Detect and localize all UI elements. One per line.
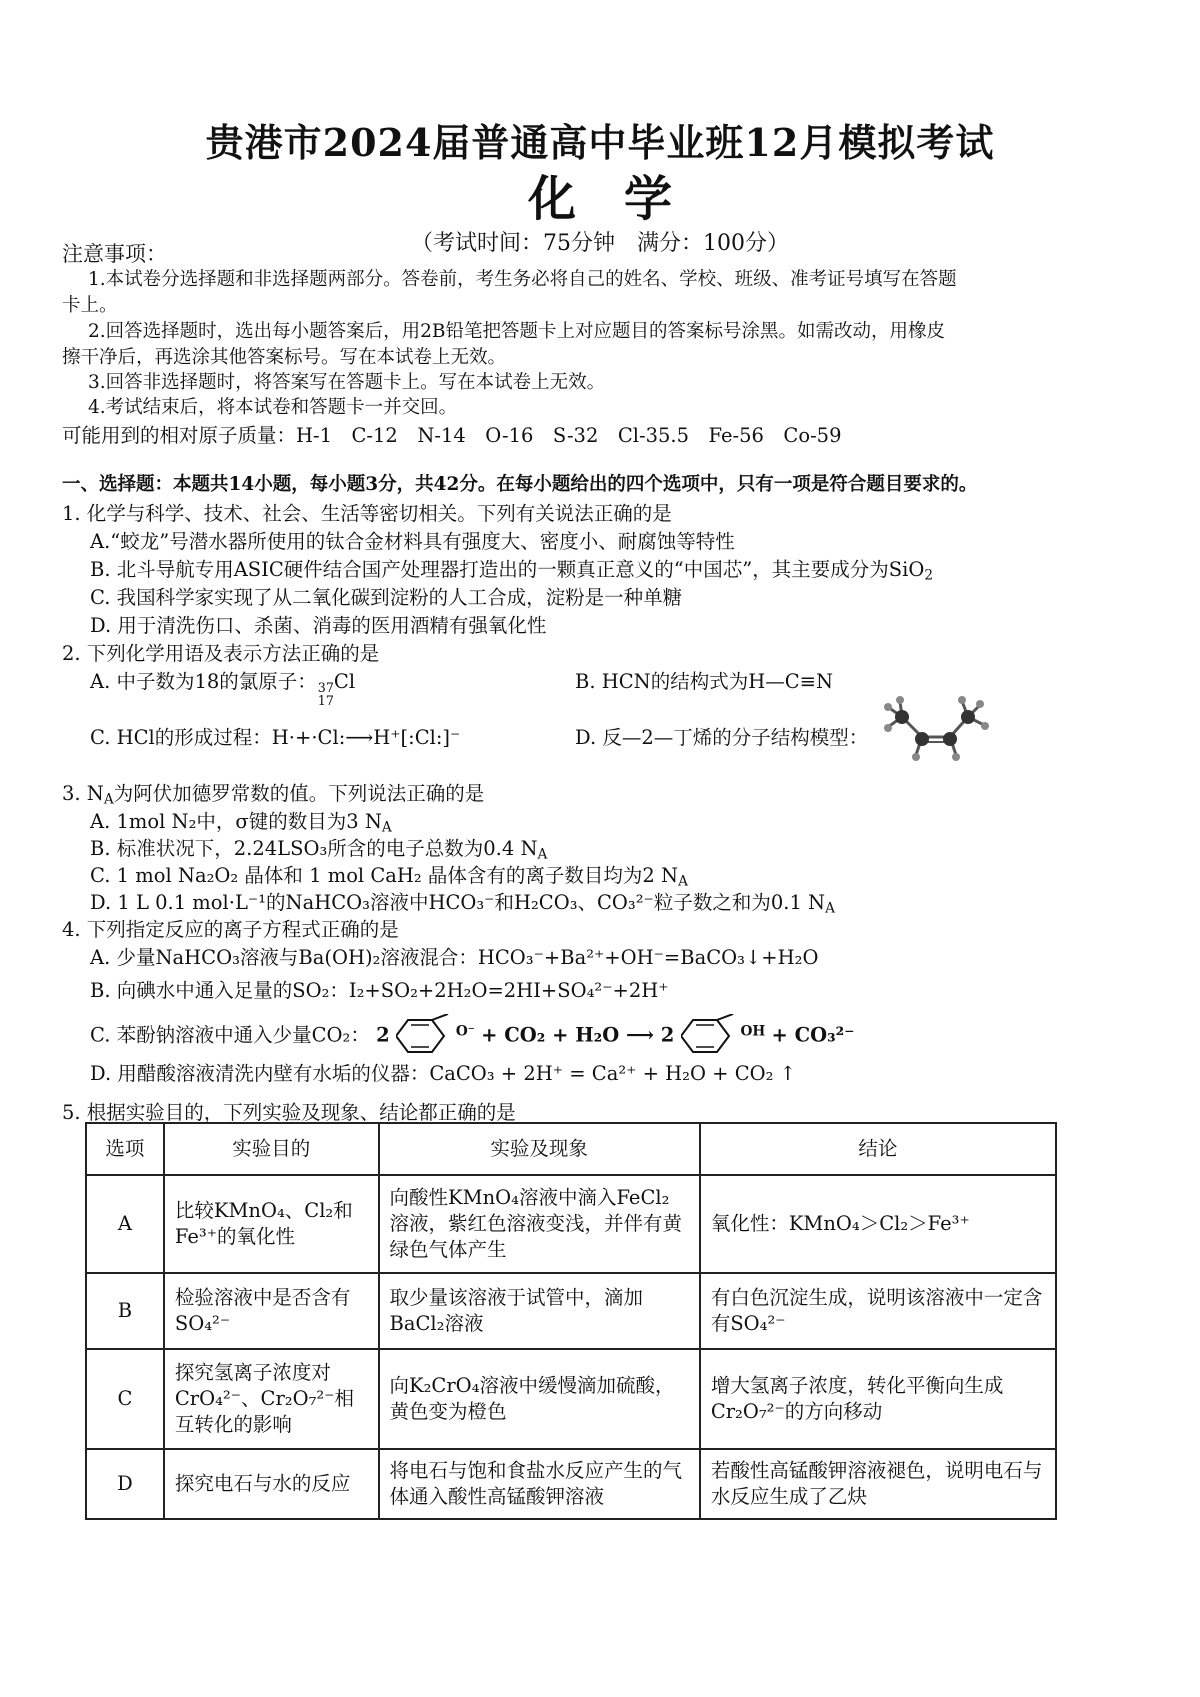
table-row (86, 1449, 1056, 1519)
question-5-stem: 5. 根据实验目的，下列实验及现象、结论都正确的是 (62, 1101, 516, 1124)
q4-option-d: D. 用醋酸溶液清洗内壁有水垢的仪器：CaCO₃ + 2H⁺ = Ca²⁺ + H₂O + CO₂ ↑ (90, 1062, 796, 1085)
question-4-stem: 4. 下列指定反应的离子方程式正确的是 (62, 918, 399, 941)
option-cell: C (86, 1349, 164, 1449)
notice-heading: 注意事项： (62, 242, 167, 266)
benzene-ring-icon (396, 1014, 456, 1058)
q1-option-b: B. 北斗导航专用ASIC硬件结合国产处理器打造出的一颗真正意义的“中国芯”，其主要成分为SiO$_2$ (90, 558, 933, 584)
table-header: 选项 (86, 1123, 164, 1175)
table-header: 结论 (700, 1123, 1056, 1175)
q2-option-c: C. HCl的形成过程：H·+·Cl:⟶H⁺[:Cl:]⁻ (90, 726, 461, 749)
goal-cell: 探究电石与水的反应 (164, 1449, 379, 1519)
hcl-formation-equation: H·+·Cl:⟶H⁺[:Cl:]⁻ (271, 726, 461, 749)
q3-option-d: D. 1 L 0.1 mol·L⁻¹的NaHCO₃溶液中HCO₃⁻和H₂CO₃、CO₃²⁻粒子数之和为0.1 $N_A$ (90, 891, 835, 917)
q2-option-d: D. 反—2—丁烯的分子结构模型： (575, 726, 869, 749)
section-heading: 一、选择题：本题共14小题，每小题3分，共42分。在每小题给出的四个选项中，只有一项是符合题目要求的。 (62, 474, 978, 495)
table-row (86, 1273, 1056, 1349)
subject-title: 化学 (527, 171, 720, 227)
q1-option-d: D. 用于清洗伤口、杀菌、消毒的医用酒精有强氧化性 (90, 614, 547, 637)
q4-option-c: C. 苯酚钠溶液中通入少量CO₂： 2 $^{O^-}$ + CO₂ + H₂O ⟶ 2 $^{OH}$ + CO₃²⁻ (90, 1014, 855, 1058)
table-row (86, 1175, 1056, 1273)
experiment-cell: 向酸性KMnO₄溶液中滴入FeCl₂溶液，紫红色溶液变浅，并伴有黄绿色气体产生 (379, 1175, 700, 1273)
notice-item: 2.回答选择题时，选出每小题答案后，用2B铅笔把答题卡上对应题目的答案标号涂黑。如需改动，用橡皮 (88, 321, 946, 342)
conclusion-cell: 氧化性：KMnO₄＞Cl₂＞Fe³⁺ (700, 1175, 1056, 1273)
table-header-row (86, 1123, 1056, 1175)
goal-cell: 检验溶液中是否含有SO₄²⁻ (164, 1273, 379, 1349)
butene-molecule-model (880, 695, 990, 765)
table-header: 实验目的 (164, 1123, 379, 1175)
exam-title: 贵港市2024届普通高中毕业班12月模拟考试 (205, 120, 995, 165)
q3-option-b: B. 标准状况下，2.24LSO₃所含的电子总数为0.4 $N_A$ (90, 837, 548, 863)
notice-item: 擦干净后，再选涂其他答案标号。写在本试卷上无效。 (62, 347, 507, 368)
notice-item: 卡上。 (62, 295, 118, 316)
time-info: （考试时间：75分钟 满分：100分） (411, 231, 789, 256)
table-row (86, 1349, 1056, 1449)
option-cell: D (86, 1449, 164, 1519)
q2-option-b: B. HCN的结构式为H—C≡N (575, 670, 834, 693)
q3-option-c: C. 1 mol Na₂O₂ 晶体和 1 mol CaH₂ 晶体含有的离子数目均为2 $N_A$ (90, 864, 688, 890)
notice-item: 3.回答非选择题时，将答案写在答题卡上。写在本试卷上无效。 (88, 372, 606, 393)
q1-option-a: A.“蛟龙”号潜水器所使用的钛合金材料具有强度大、密度小、耐腐蚀等特性 (90, 530, 735, 553)
q1-option-c: C. 我国科学家实现了从二氧化碳到淀粉的人工合成，淀粉是一种单糖 (90, 586, 683, 609)
conclusion-cell: 有白色沉淀生成，说明该溶液中一定含有SO₄²⁻ (700, 1273, 1056, 1349)
option-cell: B (86, 1273, 164, 1349)
q2-option-a: A. 中子数为18的氯原子： 37 17 Cl (90, 670, 356, 709)
option-cell: A (86, 1175, 164, 1273)
conclusion-cell: 若酸性高锰酸钾溶液褪色，说明电石与水反应生成了乙炔 (700, 1449, 1056, 1519)
question-2-stem: 2. 下列化学用语及表示方法正确的是 (62, 642, 380, 665)
experiment-cell: 将电石与饱和食盐水反应产生的气体通入酸性高锰酸钾溶液 (379, 1449, 700, 1519)
atomic-mass-info: 可能用到的相对原子质量：H-1 C-12 N-14 O-16 S-32 Cl-35.5 Fe-56 Co-59 (62, 424, 842, 447)
question-1-stem: 1. 化学与科学、技术、社会、生活等密切相关。下列有关说法正确的是 (62, 502, 672, 525)
notice-item: 1.本试卷分选择题和非选择题两部分。答卷前，考生务必将自己的姓名、学校、班级、准考证号填写在答题 (88, 269, 957, 290)
benzene-ring-icon (681, 1014, 741, 1058)
question-3-stem: 3. $N_A$为阿伏加德罗常数的值。下列说法正确的是 (62, 782, 485, 808)
table-header: 实验及现象 (379, 1123, 700, 1175)
goal-cell: 探究氢离子浓度对CrO₄²⁻、Cr₂O₇²⁻相互转化的影响 (164, 1349, 379, 1449)
notice-item: 4.考试结束后，将本试卷和答题卡一并交回。 (88, 397, 458, 418)
q4-option-a: A. 少量NaHCO₃溶液与Ba(OH)₂溶液混合：HCO₃⁻+Ba²⁺+OH⁻=BaCO₃↓+H₂O (90, 946, 819, 969)
experiment-cell: 取少量该溶液于试管中，滴加BaCl₂溶液 (379, 1273, 700, 1349)
experiment-cell: 向K₂CrO₄溶液中缓慢滴加硫酸，黄色变为橙色 (379, 1349, 700, 1449)
goal-cell: 比较KMnO₄、Cl₂和Fe³⁺的氧化性 (164, 1175, 379, 1273)
q3-option-a: A. 1mol N₂中，σ键的数目为3 $N_A$ (90, 810, 392, 836)
experiment-table (85, 1122, 1057, 1520)
q4-option-b: B. 向碘水中通入足量的SO₂：I₂+SO₂+2H₂O=2HI+SO₄²⁻+2H⁺ (90, 979, 669, 1002)
conclusion-cell: 增大氢离子浓度，转化平衡向生成Cr₂O₇²⁻的方向移动 (700, 1349, 1056, 1449)
